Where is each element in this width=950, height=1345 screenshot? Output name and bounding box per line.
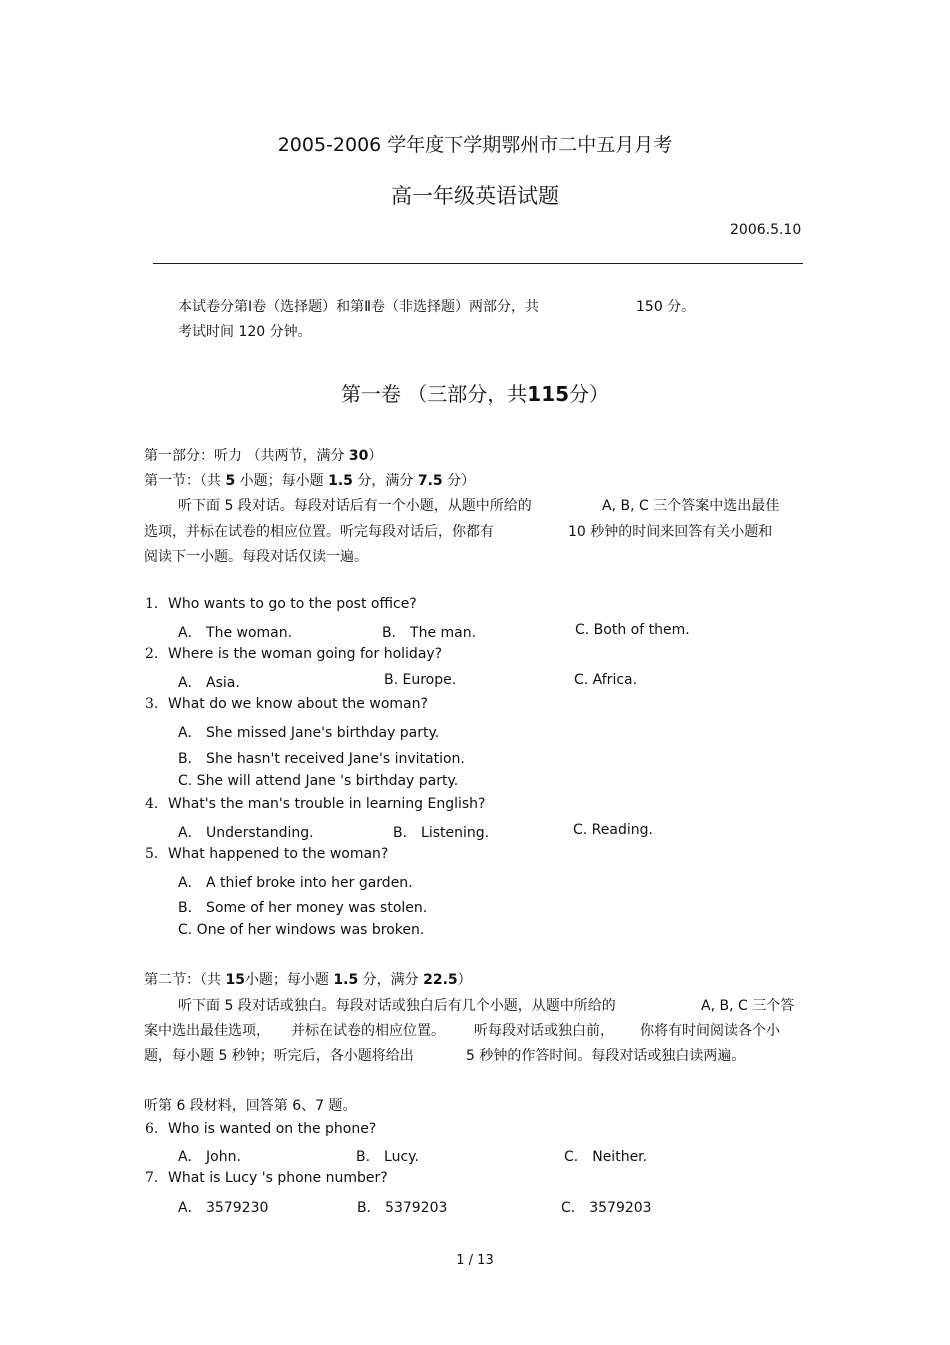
s1-instr-1b: A, B, C 三个答案中选出最佳 (602, 498, 780, 514)
intro-score: 150 分。 (636, 299, 696, 315)
question-number: 4. (145, 796, 159, 812)
option-b: B. Europe. (384, 672, 457, 688)
s2-text-d: ） (457, 972, 472, 988)
part1-label (144, 445, 382, 465)
option-a: A． John. (178, 1149, 241, 1165)
s1-text-c: 分，满分 (357, 473, 414, 489)
option-a: A． Asia. (178, 675, 240, 691)
s2-text-b: 小题；每小题 (244, 972, 329, 988)
s2-each: 1.5 (333, 972, 359, 988)
option-c: C. Africa. (574, 672, 638, 688)
part1-score: 30 (348, 448, 369, 464)
option-b: B． Lucy. (356, 1149, 419, 1165)
option-a: A． A thief broke into her garden. (178, 875, 413, 891)
exam-date: 2006.5.10 (730, 222, 802, 238)
s1-text-d: 分） (447, 473, 476, 489)
question-text: What happened to the woman? (168, 846, 389, 862)
option-c: C． 3579203 (561, 1200, 652, 1216)
option-a: A． 3579230 (178, 1200, 269, 1216)
s1-instr-2a: 选项，并标在试卷的相应位置。听完每段对话后，你都有 (144, 524, 494, 540)
volume-heading-score: 115 (527, 382, 570, 406)
option-a: A． She missed Jane's birthday party. (178, 725, 440, 741)
exam-title: 2005-2006 学年度下学期鄂州市二中五月月考 (277, 134, 673, 156)
option-a: A． The woman. (178, 625, 293, 641)
question-number: 6. (145, 1121, 159, 1137)
question-number: 1. (145, 596, 159, 612)
s2-instr-2d: 你将有时间阅读各个小 (640, 1023, 780, 1039)
s2-instr-3a: 题，每小题 5 秒钟；听完后，各小题将给出 (144, 1048, 414, 1064)
option-c: C. Both of them. (575, 622, 690, 638)
option-c: C. She will attend Jane 's birthday party. (178, 773, 459, 789)
s2-instr-1b: A, B, C 三个答 (701, 998, 795, 1014)
s1-instr-3: 阅读下一小题。每段对话仅读一遍。 (144, 549, 368, 565)
volume-heading (0, 378, 950, 407)
s2-text-c: 分，满分 (362, 972, 419, 988)
s2-text-a: 第二节：（共 (144, 972, 221, 988)
option-b: B． Some of her money was stolen. (178, 900, 428, 916)
question-text: What do we know about the woman? (168, 696, 428, 712)
s1-each: 1.5 (328, 473, 353, 489)
s1-text-b: 小题；每小题 (239, 473, 324, 489)
option-b: B． 5379203 (357, 1200, 448, 1216)
option-c: C. One of her windows was broken. (178, 922, 425, 938)
s1-instr-2b: 10 秒钟的时间来回答有关小题和 (568, 524, 773, 540)
intro-line-1 (178, 296, 539, 316)
section2-label (144, 969, 472, 989)
volume-heading-suffix: 分） (569, 382, 610, 406)
question-text: What's the man's trouble in learning English? (168, 796, 486, 812)
question-number: 3. (145, 696, 159, 712)
exam-subtitle: 高一年级英语试题 (391, 184, 559, 208)
part1-label-suffix: ） (368, 448, 383, 464)
question-text: Where is the woman going for holiday? (168, 646, 443, 662)
section1-label (144, 470, 475, 490)
header-divider (153, 263, 803, 264)
material-6-label: 听第 6 段材料，回答第 6、7 题。 (144, 1098, 357, 1114)
option-c: C. Reading. (573, 822, 653, 838)
s2-count: 15 (225, 972, 245, 988)
s2-total: 22.5 (423, 972, 458, 988)
intro-line-2: 考试时间 120 分钟。 (178, 324, 312, 340)
s1-instr-1a: 听下面 5 段对话。每段对话后有一个小题，从题中所给的 (178, 498, 532, 514)
option-c: C． Neither. (564, 1149, 648, 1165)
option-b: B． She hasn't received Jane's invitation. (178, 751, 465, 767)
question-number: 2. (145, 646, 159, 662)
option-b: B． The man. (382, 625, 477, 641)
question-text: What is Lucy 's phone number? (168, 1170, 388, 1186)
s2-instr-2a: 案中选出最佳选项， (144, 1023, 270, 1039)
s2-instr-1a: 听下面 5 段对话或独白。每段对话或独白后有几个小题，从题中所给的 (178, 998, 616, 1014)
s2-instr-2c: 听每段对话或独白前， (474, 1023, 614, 1039)
question-text: Who is wanted on the phone? (168, 1121, 377, 1137)
page-number: 1 / 13 (456, 1253, 494, 1268)
option-a: A． Understanding. (178, 825, 314, 841)
question-text: Who wants to go to the post office? (168, 596, 417, 612)
volume-heading-text: 第一卷 （三部分，共 (340, 382, 528, 406)
s1-text-a: 第一节：（共 (144, 473, 221, 489)
question-number: 7. (145, 1170, 159, 1186)
part1-label-text: 第一部分：听力 （共两节，满分 (144, 448, 345, 464)
s2-instr-2b: 并标在试卷的相应位置。 (291, 1023, 445, 1039)
intro-text: 本试卷分第Ⅰ卷（选择题）和第Ⅱ卷（非选择题）两部分，共 (178, 299, 540, 315)
question-number: 5. (145, 846, 159, 862)
s1-total: 7.5 (417, 473, 443, 489)
s1-count: 5 (225, 473, 236, 489)
s2-instr-3b: 5 秒钟的作答时间。每段对话或独白读两遍。 (466, 1048, 746, 1064)
option-b: B． Listening. (393, 825, 490, 841)
